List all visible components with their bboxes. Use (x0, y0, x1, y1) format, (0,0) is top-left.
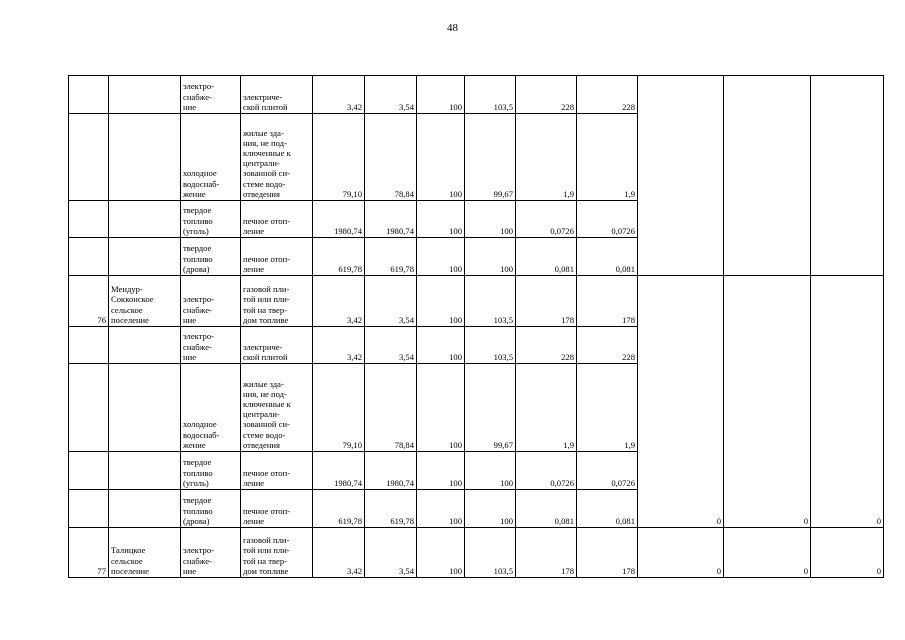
category-cell: печное отоп- ление (241, 452, 313, 490)
category-cell: газовой пли- той или пли- той на твер- дом топливе (241, 276, 313, 327)
value-cell: 3,42 (313, 327, 365, 364)
settlement-cell (109, 238, 181, 276)
value-cell: 1,9 (577, 114, 638, 201)
category-cell: газовой пли- той или пли- той на твер- дом топливе (241, 528, 313, 578)
value-cell: 0,081 (577, 238, 638, 276)
extra-value-cell: 0 (724, 528, 811, 578)
settlement-cell (109, 76, 181, 114)
value-cell: 100 (417, 452, 465, 490)
utility-cell: твердое топливо (уголь) (181, 452, 241, 490)
row-number-cell (69, 201, 109, 238)
value-cell: 3,54 (365, 276, 417, 327)
table-row (69, 276, 884, 327)
value-cell: 1,9 (516, 114, 577, 201)
settlement-cell (109, 201, 181, 238)
value-cell: 99,67 (465, 364, 516, 452)
table-row (69, 528, 884, 578)
value-cell: 178 (516, 276, 577, 327)
table-row (69, 76, 884, 114)
utility-cell: электро- снабже- ние (181, 76, 241, 114)
extra-value-cell: 0 (811, 276, 884, 528)
category-cell: печное отоп- ление (241, 201, 313, 238)
category-cell: жилые зда- ния, не под- ключенные к централи- зованной си- стеме водо- отведения (241, 114, 313, 201)
extra-value-cell: 0 (638, 276, 724, 528)
value-cell: 1,9 (577, 364, 638, 452)
utility-cell: твердое топливо (уголь) (181, 201, 241, 238)
extra-value-cell: 0 (811, 528, 884, 578)
value-cell: 100 (417, 76, 465, 114)
row-number-cell (69, 76, 109, 114)
settlement-cell: Талицкое сельское поселение (109, 528, 181, 578)
value-cell: 100 (465, 201, 516, 238)
value-cell: 0,0726 (577, 452, 638, 490)
utility-cell: электро- снабже- ние (181, 327, 241, 364)
utility-cell: твердое топливо (дрова) (181, 490, 241, 528)
settlement-cell (109, 364, 181, 452)
value-cell: 100 (417, 490, 465, 528)
utility-cell: холодное водоснаб- жение (181, 114, 241, 201)
value-cell: 103,5 (465, 76, 516, 114)
value-cell: 100 (417, 238, 465, 276)
page-number: 48 (447, 22, 458, 34)
value-cell: 3,54 (365, 76, 417, 114)
value-cell: 1980,74 (365, 452, 417, 490)
extra-cell (638, 76, 724, 276)
value-cell: 0,081 (516, 238, 577, 276)
value-cell: 78,84 (365, 114, 417, 201)
value-cell: 228 (516, 327, 577, 364)
category-cell: электриче- ской плитой (241, 76, 313, 114)
settlement-cell (109, 452, 181, 490)
value-cell: 100 (417, 201, 465, 238)
value-cell: 100 (465, 490, 516, 528)
value-cell: 0,0726 (577, 201, 638, 238)
utility-cell: твердое топливо (дрова) (181, 238, 241, 276)
settlement-cell (109, 490, 181, 528)
value-cell: 1980,74 (365, 201, 417, 238)
value-cell: 228 (577, 327, 638, 364)
value-cell: 228 (577, 76, 638, 114)
value-cell: 619,78 (313, 238, 365, 276)
category-cell: электриче- ской плитой (241, 327, 313, 364)
value-cell: 3,42 (313, 528, 365, 578)
category-cell: жилые зда- ния, не под- ключенные к централи- зованной си- стеме водо- отведения (241, 364, 313, 452)
row-number-cell (69, 490, 109, 528)
value-cell: 619,78 (365, 238, 417, 276)
value-cell: 0,081 (577, 490, 638, 528)
value-cell: 619,78 (313, 490, 365, 528)
value-cell: 178 (577, 528, 638, 578)
utility-cell: электро- снабже- ние (181, 528, 241, 578)
value-cell: 100 (417, 327, 465, 364)
value-cell: 178 (516, 528, 577, 578)
category-cell: печное отоп- ление (241, 238, 313, 276)
value-cell: 78,84 (365, 364, 417, 452)
value-cell: 1,9 (516, 364, 577, 452)
extra-cell (724, 76, 811, 276)
row-number-cell (69, 327, 109, 364)
value-cell: 103,5 (465, 327, 516, 364)
value-cell: 100 (417, 114, 465, 201)
utility-cell: электро- снабже- ние (181, 276, 241, 327)
value-cell: 79,10 (313, 364, 365, 452)
value-cell: 3,42 (313, 76, 365, 114)
category-cell: печное отоп- ление (241, 490, 313, 528)
value-cell: 1980,74 (313, 201, 365, 238)
value-cell: 103,5 (465, 276, 516, 327)
value-cell: 3,54 (365, 327, 417, 364)
row-number-cell (69, 452, 109, 490)
row-number-cell (69, 114, 109, 201)
value-cell: 100 (465, 238, 516, 276)
value-cell: 3,42 (313, 276, 365, 327)
extra-value-cell: 0 (724, 276, 811, 528)
value-cell: 0,0726 (516, 452, 577, 490)
extra-value-cell: 0 (638, 528, 724, 578)
value-cell: 100 (417, 364, 465, 452)
extra-cell (811, 76, 884, 276)
row-number-cell: 76 (69, 276, 109, 327)
value-cell: 0,081 (516, 490, 577, 528)
value-cell: 79,10 (313, 114, 365, 201)
value-cell: 99,67 (465, 114, 516, 201)
value-cell: 100 (417, 528, 465, 578)
value-cell: 178 (577, 276, 638, 327)
utility-cell: холодное водоснаб- жение (181, 364, 241, 452)
value-cell: 103,5 (465, 528, 516, 578)
row-number-cell (69, 238, 109, 276)
value-cell: 1980,74 (313, 452, 365, 490)
data-table (68, 75, 884, 578)
row-number-cell (69, 364, 109, 452)
value-cell: 100 (417, 276, 465, 327)
value-cell: 228 (516, 76, 577, 114)
value-cell: 619,78 (365, 490, 417, 528)
row-number-cell: 77 (69, 528, 109, 578)
settlement-cell (109, 114, 181, 201)
settlement-cell (109, 327, 181, 364)
value-cell: 100 (465, 452, 516, 490)
value-cell: 0,0726 (516, 201, 577, 238)
value-cell: 3,54 (365, 528, 417, 578)
settlement-cell: Мендур- Сокконское сельское поселение (109, 276, 181, 327)
